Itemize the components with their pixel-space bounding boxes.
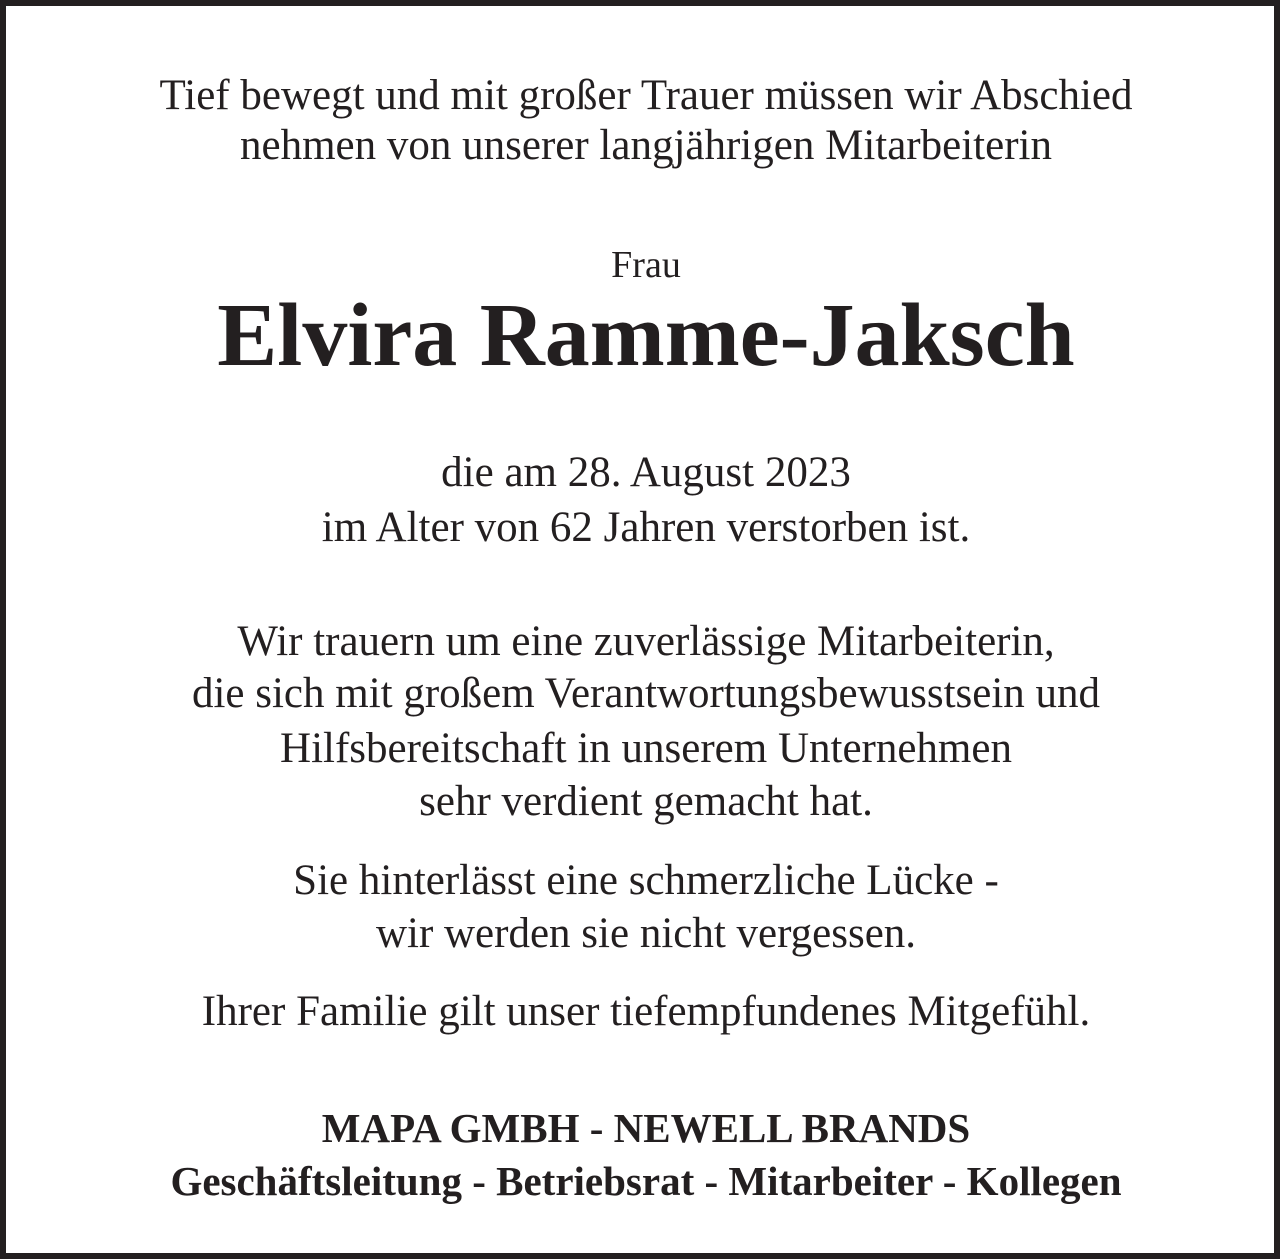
deceased-name: Elvira Ramme-Jaksch xyxy=(217,286,1075,385)
death-date-line: die am 28. August 2023 xyxy=(441,449,851,496)
tribute-line-1: Wir trauern um eine zuverlässige Mitarbeiterin, xyxy=(237,618,1055,665)
tribute-line-2: die sich mit großem Verantwortungsbewusstsein und xyxy=(191,670,1101,717)
company-name: MAPA GMBH - NEWELL BRANDS xyxy=(321,1105,971,1151)
intro-line-1: Tief bewegt und mit großer Trauer müssen wir Abschied xyxy=(159,72,1133,119)
intro-line-2: nehmen von unserer langjährigen Mitarbeiterin xyxy=(240,122,1052,169)
loss-line-2: wir werden sie nicht vergessen. xyxy=(375,910,917,957)
age-line: im Alter von 62 Jahren verstorben ist. xyxy=(321,504,971,551)
signatories: Geschäftsleitung - Betriebsrat - Mitarbeiter - Kollegen xyxy=(170,1158,1122,1204)
tribute-line-3: Hilfsbereitschaft in unserem Unternehmen xyxy=(280,725,1012,772)
salutation: Frau xyxy=(611,244,681,286)
tribute-line-4: sehr verdient gemacht hat. xyxy=(419,778,873,825)
condolence-line: Ihrer Familie gilt unser tiefempfundenes Mitgefühl. xyxy=(201,988,1091,1035)
loss-line-1: Sie hinterlässt eine schmerzliche Lücke - xyxy=(293,857,999,904)
